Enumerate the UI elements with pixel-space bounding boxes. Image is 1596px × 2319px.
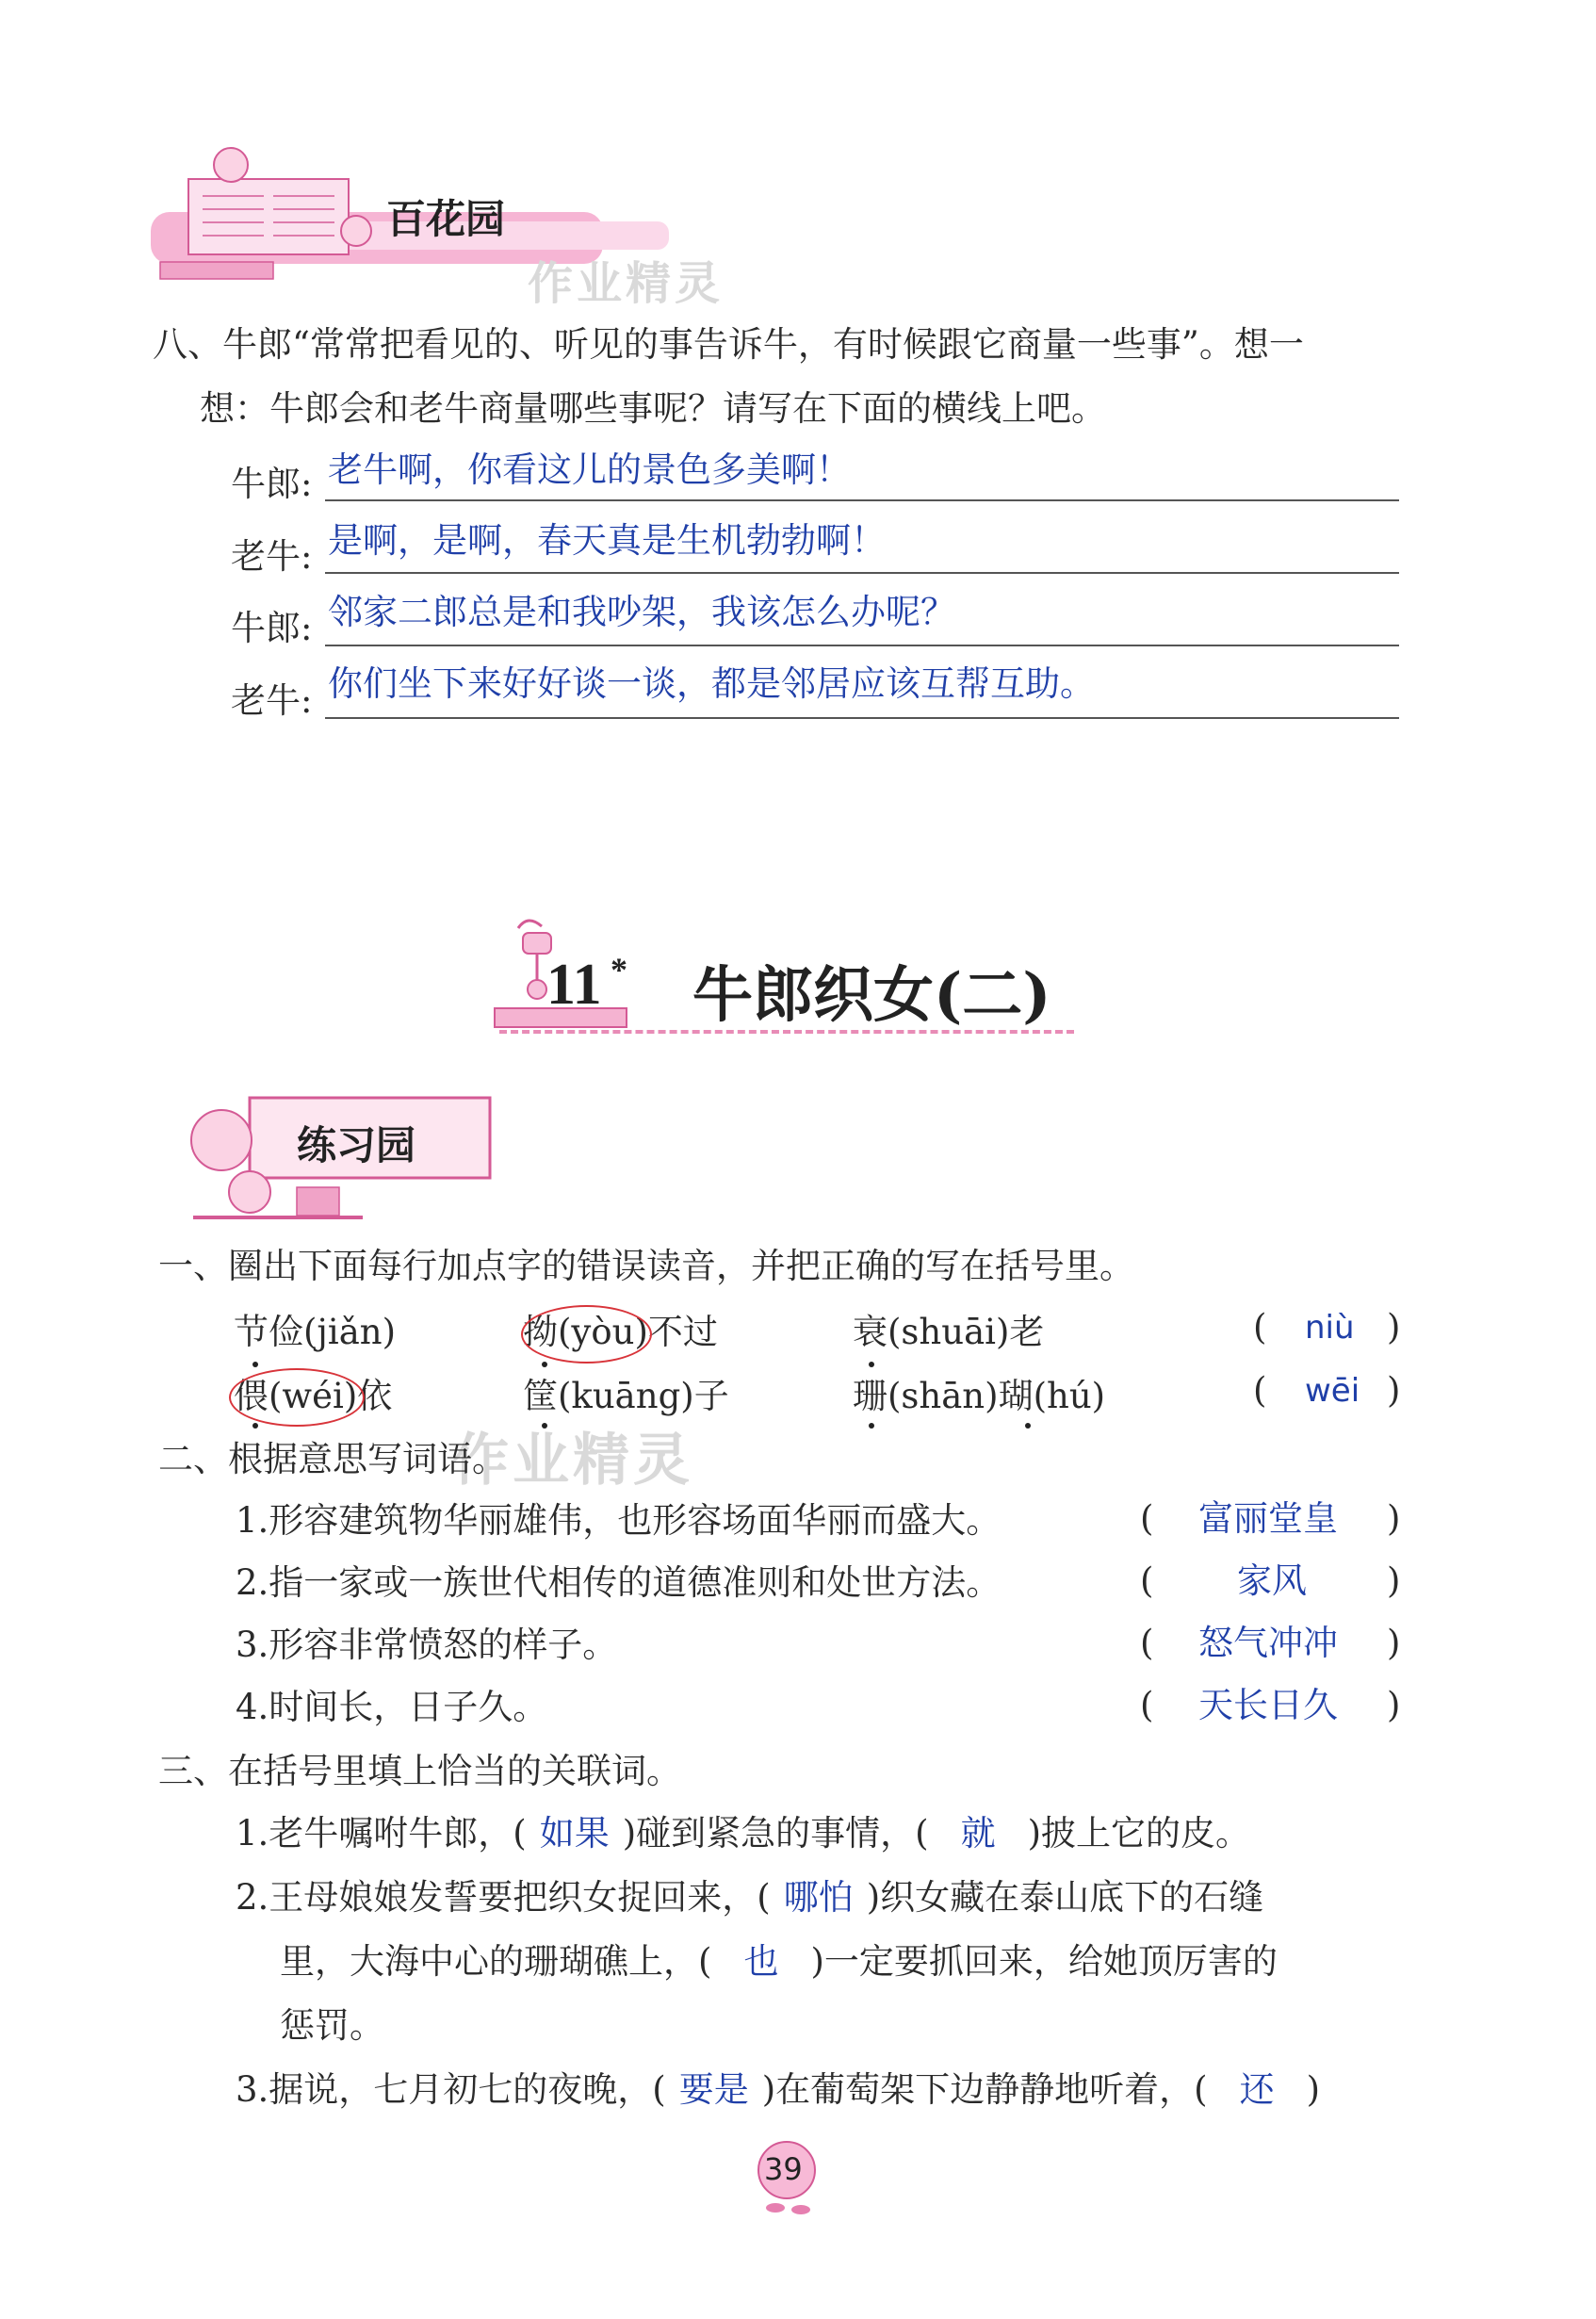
q2-paren-right: ) <box>1387 1623 1401 1663</box>
q1-item: 筐(kuāng)子 <box>523 1376 729 1416</box>
q2-paren-left: ( <box>1140 1498 1154 1539</box>
q2-paren-right: ) <box>1387 1498 1401 1539</box>
q3-s2-line1 <box>236 1875 1263 1920</box>
page-number-badge <box>749 2134 834 2219</box>
dialogue-answer: 你们坐下来好好谈一谈，都是邻居应该互帮互助。 <box>328 663 1095 704</box>
lesson-title: 牛郎织女(二) <box>692 960 1051 1031</box>
q1-answer: wēi <box>1305 1372 1360 1410</box>
title-underline <box>499 1030 1074 1034</box>
dialogue-answer: 是啊，是啊，春天真是生机勃勃啊！ <box>328 520 886 561</box>
q3-answer: 要是 <box>678 2069 749 2110</box>
q3-s3 <box>236 2067 1320 2113</box>
q8-line2: 想：牛郎会和老牛商量哪些事呢？请写在下面的横线上吧。 <box>200 388 1106 429</box>
dialogue-answer: 老牛啊，你看这儿的景色多美啊！ <box>328 449 851 490</box>
q8-line1: 八、牛郎“常常把看见的、听见的事告诉牛，有时候跟它商量一些事”。想一 <box>153 324 1304 365</box>
q3-text: 3.据说，七月初七的夜晚，( <box>236 2069 666 2110</box>
q2-answer: 怒气冲冲 <box>1198 1623 1338 1663</box>
q1-paren-right: ) <box>1387 1307 1401 1347</box>
q1-answer: niù <box>1305 1309 1355 1347</box>
q2-item: 4.时间长，日子久。 <box>236 1687 548 1727</box>
q2-paren-left: ( <box>1140 1685 1154 1725</box>
answer-line <box>325 717 1399 719</box>
q2-item: 3.形容非常愤怒的样子。 <box>236 1625 618 1665</box>
q1-title: 一、圈出下面每行加点字的错误读音，并把正确的写在括号里。 <box>158 1246 1134 1286</box>
q3-s2-line2 <box>280 1939 1278 1984</box>
q3-s2-line3: 惩罚。 <box>280 2005 384 2046</box>
watermark: 作业精灵 <box>528 257 725 310</box>
answer-line <box>325 499 1399 501</box>
q1-item: 节俭(jiǎn) <box>234 1312 397 1352</box>
emphasis-dot <box>542 1362 547 1367</box>
dialogue-answer: 邻家二郎总是和我吵架，我该怎么办呢？ <box>328 592 955 632</box>
watermark: 作业精灵 <box>452 1428 693 1494</box>
q1-paren-left: ( <box>1253 1370 1267 1411</box>
q2-item: 2.指一家或一族世代相传的道德准则和处世方法。 <box>236 1562 1002 1603</box>
lianxiyuan-banner <box>174 1088 513 1230</box>
lesson-star: * <box>611 951 627 988</box>
q3-answer: 哪怕 <box>783 1877 854 1918</box>
q3-text: )碰到紧急的事情，( <box>622 1813 929 1854</box>
q3-title: 三、在括号里填上恰当的关联词。 <box>158 1751 681 1791</box>
emphasis-dot <box>252 1423 258 1429</box>
emphasis-dot <box>869 1423 874 1429</box>
emphasis-dot <box>1025 1423 1031 1429</box>
q3-text: )披上它的皮。 <box>1027 1813 1251 1854</box>
q3-text: 2.王母娘娘发誓要把织女捉回来，( <box>236 1877 771 1918</box>
q1-paren-left: ( <box>1253 1307 1267 1347</box>
answer-line <box>325 645 1399 646</box>
q2-answer: 天长日久 <box>1198 1685 1338 1725</box>
q3-answer: 还 <box>1239 2069 1275 2110</box>
q3-text: 里，大海中心的珊瑚礁上，( <box>280 1941 712 1982</box>
q2-answer: 家风 <box>1237 1560 1307 1601</box>
lesson-number: 11 <box>546 953 602 1017</box>
q1-item: 拗(yòu)不过 <box>523 1312 718 1352</box>
answer-line <box>325 572 1399 574</box>
q3-text: )在葡萄架下边静静地听着，( <box>761 2069 1208 2110</box>
q3-text: 1.老牛嘱咐牛郎，( <box>236 1813 527 1854</box>
q3-answer: 也 <box>743 1941 779 1982</box>
q2-title: 二、根据意思写词语。 <box>158 1439 507 1479</box>
dialogue-speaker: 老牛: <box>231 680 313 721</box>
emphasis-dot <box>252 1362 258 1367</box>
dialogue-speaker: 牛郎: <box>231 608 313 648</box>
q3-s1 <box>236 1811 1250 1856</box>
q2-paren-right: ) <box>1387 1685 1401 1725</box>
q2-paren-left: ( <box>1140 1623 1154 1663</box>
q3-text: )一定要抓回来，给她顶厉害的 <box>810 1941 1278 1982</box>
banner-title: 百花园 <box>386 196 506 242</box>
banner-title: 练习园 <box>297 1122 416 1168</box>
q3-answer: 就 <box>960 1813 996 1854</box>
q3-text: ) <box>1306 2069 1321 2110</box>
emphasis-dot <box>869 1362 874 1367</box>
q1-paren-right: ) <box>1387 1370 1401 1411</box>
error-circle <box>229 1368 365 1427</box>
page-number: 39 <box>764 2151 803 2187</box>
dialogue-speaker: 牛郎: <box>231 464 313 504</box>
dialogue-speaker: 老牛: <box>231 536 313 577</box>
q2-paren-right: ) <box>1387 1560 1401 1601</box>
q1-item: 偎(wéi)依 <box>234 1376 393 1416</box>
q1-item: 衰(shuāi)老 <box>853 1312 1045 1352</box>
error-circle <box>521 1305 652 1364</box>
q2-answer: 富丽堂皇 <box>1198 1498 1338 1539</box>
q3-text: )织女藏在泰山底下的石缝 <box>866 1877 1264 1918</box>
q1-item: 珊(shān)瑚(hú) <box>853 1376 1106 1416</box>
q3-answer: 如果 <box>539 1813 610 1854</box>
q2-paren-left: ( <box>1140 1560 1154 1601</box>
q2-item: 1.形容建筑物华丽雄伟，也形容场面华丽而盛大。 <box>236 1500 1002 1541</box>
